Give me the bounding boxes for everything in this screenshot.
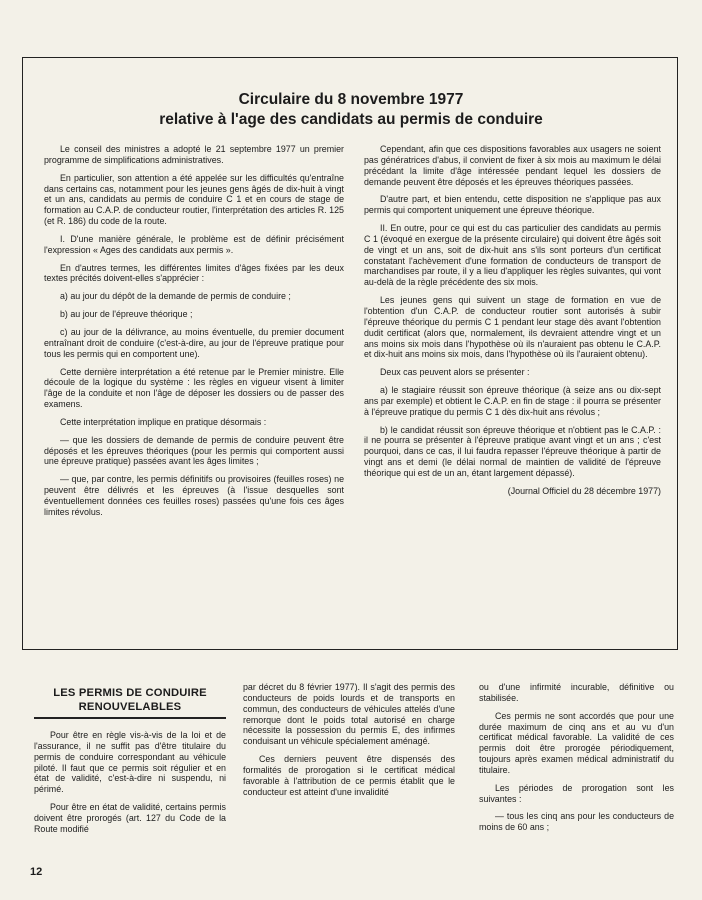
section-divider <box>34 717 226 719</box>
section-heading-line1: LES PERMIS DE CONDUIRE <box>53 687 207 699</box>
paragraph: — que les dossiers de demande de permis de conduire peuvent être déposés et les épreuves théoriques (pour les permis qui comportent aussi une épreuve pratique) passées avant les âges limites ; <box>44 434 344 467</box>
paragraph: Cette interprétation implique en pratique désormais : <box>60 416 267 427</box>
paragraph: En particulier, son attention a été appelée sur les difficultés qu'entraîne dans certains cas, notamment pour les jeunes gens âgés de dix-huit à vingt et un ans, candidats au permis de conduire C 1 et en cours de stage de formation au C.A.P. de conducteur routier, l'interprétation des articles R. 125 (et R. 186) du code de la route. <box>44 172 344 227</box>
paragraph: Deux cas peuvent alors se présenter : <box>380 367 530 378</box>
paragraph: — tous les cinq ans pour les conducteurs de moins de 60 ans ; <box>479 811 674 833</box>
article-column-3 <box>479 682 674 840</box>
paragraph: I. D'une manière générale, le problème est de définir précisément l'expression « Ages des candidats aux permis ». <box>44 233 344 255</box>
paragraph: Le conseil des ministres a adopté le 21 septembre 1977 un premier programme de simplifications administratives. <box>44 144 344 165</box>
section-heading <box>34 686 226 714</box>
circular-title-line2: relative à l'age des candidats au permis de conduire <box>159 111 543 128</box>
circular-title <box>0 90 702 130</box>
paragraph: Les jeunes gens qui suivent un stage de formation en vue de l'obtention d'un C.A.P. de conducteur routier sont autorisés à subir l'épreuve théorique du permis C 1 pendant leur stage dès avant l'obtention dudit certificat (alors que, normalement, ils devraient attendre vingt et un ans moins six mois dans l'hypothèse où ils n'auraient pas obtenu le C.A.P. et dix-huit ans moins six mois, dans l'hypothèse où ils l'auraient obtenu). <box>364 295 661 360</box>
article-column-2 <box>243 682 455 804</box>
paragraph: a) au jour du dépôt de la demande de permis de conduire ; <box>60 291 291 302</box>
paragraph: b) le candidat réussit son épreuve théorique et n'obtient pas le C.A.P. : il ne pourra se présenter à l'épreuve pratique avant vingt et un ans ; c'est pourquoi, dans ce cas, il lui faudra repasser l'épreuve théorique à partir de vingt ans et demi (le délai normal de maintien de validité de l'épreuve théorique qui est de un an, étant largement dépassé). <box>364 424 661 478</box>
paragraph: Ces derniers peuvent être dispensés des formalités de prorogation si le certificat médical favorable à l'attribution de ce permis établit que le conducteur est atteint d'une invalidité <box>243 754 455 797</box>
circular-left-column <box>44 144 344 525</box>
paragraph: Pour être en état de validité, certains permis doivent être prorogés (art. 127 du Code de la Route modifié <box>34 802 226 834</box>
paragraph: Cette dernière interprétation a été retenue par le Premier ministre. Elle découle de la logique du système : les règles en vigueur visent à limiter l'âge de la conduite et non l'âge de déposer les dossiers ou de passer des examens. <box>44 366 344 410</box>
page-number: 12 <box>30 866 43 878</box>
paragraph: — que, par contre, les permis définitifs ou provisoires (feuilles roses) ne peuvent être délivrés et les épreuves (à l'issue desquelles sont éventuellement données ces feuilles roses) passées qu'une fois ces âges limites révolus. <box>44 474 344 517</box>
paragraph: Cependant, afin que ces dispositions favorables aux usagers ne soient pas génératrices d'abus, il convient de fixer à six mois au maximum le délai précédant la limite d'âge intéressée pendant lequel les dossiers de demande peuvent être déposés et les épreuves théoriques passées. <box>364 144 661 187</box>
paragraph: D'autre part, et bien entendu, cette disposition ne s'applique pas aux permis qui comportent uniquement une épreuve théorique. <box>364 194 661 216</box>
paragraph: Pour être en règle vis-à-vis de la loi et de l'assurance, il ne suffit pas d'être titulaire du permis de conduire correspondant au véhicule piloté. Il faut que ce permis soit régulier et en état de validité, c'est-à-dire ni suspendu, ni périmé. <box>34 730 226 795</box>
paragraph: par décret du 8 février 1977). Il s'agit des permis des conducteurs de poids lourds et de transports en commun, des conducteurs de véhicules attelés d'une remorque dont le poids total autorisé en charge nécessite la possession du permis E, des infirmes conduisant un véhicule spécialement aménagé. <box>243 682 455 747</box>
section-heading-line2: RENOUVELABLES <box>78 701 182 713</box>
paragraph: c) au jour de la délivrance, au moins éventuelle, du premier document entraînant droit de conduire (c'est-à-dire, au jour de l'épreuve pratique pour tous les permis qui en comportent une). <box>44 326 344 359</box>
circular-right-column <box>364 144 661 504</box>
paragraph: Ces permis ne sont accordés que pour une durée maximum de cinq ans et au vu d'un certificat médical favorable. La validité de ces permis doit être prorogée périodiquement, toujours après examen médical administratif du titulaire. <box>479 710 674 775</box>
article-column-1 <box>34 730 226 842</box>
paragraph: ou d'une infirmité incurable, définitive ou stabilisée. <box>479 682 674 703</box>
paragraph: b) au jour de l'épreuve théorique ; <box>60 309 193 320</box>
paragraph: II. En outre, pour ce qui est du cas particulier des candidats au permis C 1 (évoqué en exergue de la présente circulaire) qui doivent être âgés soit de vingt et un ans, soit de dix-huit ans s'ils sont porteurs d'un certificat constatant l'achèvement d'une formation de conducteurs de transport de marchandises par route, il y a lieu d'appliquer les règles suivantes, qui vont au-delà de la règle précédente des six mois. <box>364 223 661 288</box>
circular-title-line1: Circulaire du 8 novembre 1977 <box>238 91 464 108</box>
source-citation: (Journal Officiel du 28 décembre 1977) <box>507 485 661 496</box>
paragraph: En d'autres termes, les différentes limites d'âges fixées par les deux textes précités doivent-elles s'apprécier : <box>44 262 344 284</box>
paragraph: a) le stagiaire réussit son épreuve théorique (à seize ans ou dix-sept ans par exemple) et obtient le C.A.P. en fin de stage : il pourra se présenter à l'épreuve pratique du permis C 1 dès dix-huit ans révolus ; <box>364 385 661 417</box>
paragraph: Les périodes de prorogation sont les suivantes : <box>479 782 674 804</box>
